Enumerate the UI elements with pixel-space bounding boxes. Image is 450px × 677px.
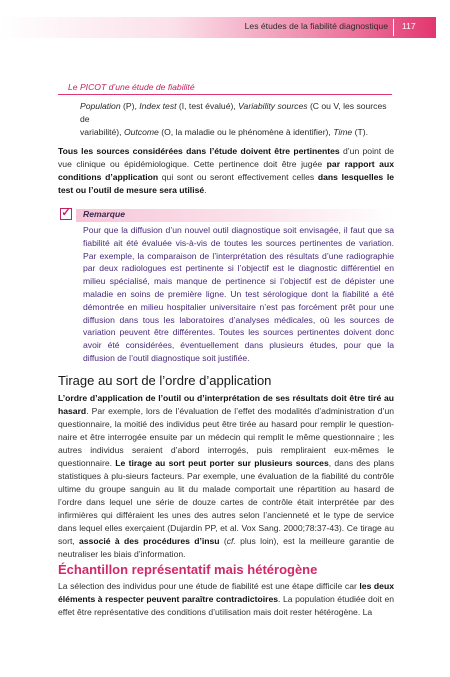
picot-line-1: Population (P), Index test (I, test évalué), Variability sources (C ou V, les sources de: [80, 101, 387, 124]
section-tirage-paragraph: L’ordre d’application de l’outil ou d’interprétation de ses résultats doit être tiré au hasard. Par exemple, lors de l’évaluation de l’effet des modalités d’administration d’un questionnaire, la moitié des individus peut être tirée au hasard pour remplir le question-naire et être interrogée ensuite par un médecin qui remplit le même questionnaire ; les autres individus seraient d’abord interrogés, puis rempliraient eux-mêmes le questionnaire. Le tirage au sort peut porter sur plusieurs sources, dans des plans statistiques à plu-sieurs facteurs. Par exemple, une évaluation de la fiabilité du contrôle ultime du groupe sanguin au lit du malade comportait une répartition au hasard de l’ordre dans lequel une série de douze cartes de contrôle était interprétée par des infirmières qui différaient les unes des autres selon l’ancienneté et le type de service dans lequel elles exerçaient (Dujardin PP, et al. Vox Sang. 2000;78:37-43). Ce tirage au sort, associé à des procédures d’insu (cf. plus loin), est la meilleure garantie de neutraliser les biais d’information.: [58, 393, 394, 559]
page-number: 117: [402, 21, 416, 31]
picot-box-title: Le PICOT d’une étude de fiabilité: [68, 82, 195, 92]
section-heading-tirage: Tirage au sort de l’ordre d’application: [58, 373, 272, 388]
picot-box-body: [80, 100, 392, 139]
remarque-body: Pour que la diffusion d’un nouvel outil diagnostique soit envisagée, il faut que sa fiabilité ait été évaluée vis-à-vis de toutes les sources pertinentes de variation. Par exemple, la comparaison de l’interprétation des résultats d’une radiographie par deux radiologues est pertinente si l’objectif est le diagnostic différentiel en milieu spécialisé, mais manque de pertinence si l’objectif est de dépister une maladie en soins de première ligne. Un test sérologique dont la fiabilité a été démontrée en milieu hospitalier universitaire n’est pas forcément prêt pour une diffusion dans tous les laboratoires d’analyses médicales, où les sources de variation peuvent être différentes. Toutes les sources pertinentes doivent donc avoir été considérées, éventuellement dans plusieurs études, pour que la diffusion de l’outil diagnostique soit justifiée.: [83, 225, 394, 363]
checkbox-check-icon: ✓: [61, 207, 71, 219]
picot-title-rule: [58, 94, 392, 95]
header-separator: [393, 19, 394, 36]
section-echantillon-paragraph: La sélection des individus pour une étude de fiabilité est une étape difficile car les deux éléments à respecter peuvent paraître contradictoires. La population étudiée doit en effet être représentative des conditions d’utilisation mais doit rester hétérogène. La: [58, 581, 395, 617]
section-heading-echantillon: Échantillon représentatif mais hétérogène: [58, 562, 318, 577]
running-header-title: Les études de la fiabilité diagnostique: [244, 21, 388, 31]
picot-line-2: variabilité), Outcome (O, la maladie ou le phénomène à identifier), Time (T).: [80, 127, 368, 137]
remarque-label: Remarque: [83, 209, 126, 219]
intro-paragraph: Tous les sources considérées dans l’étude doivent être pertinentes d’un point de vue clinique ou épidémiologique. Cette pertinence doit être jugée par rapport aux conditions d’application qui sont ou seront effectivement celles dans lesquelles le test ou l’outil de mesure sera utilisé.: [58, 146, 395, 195]
